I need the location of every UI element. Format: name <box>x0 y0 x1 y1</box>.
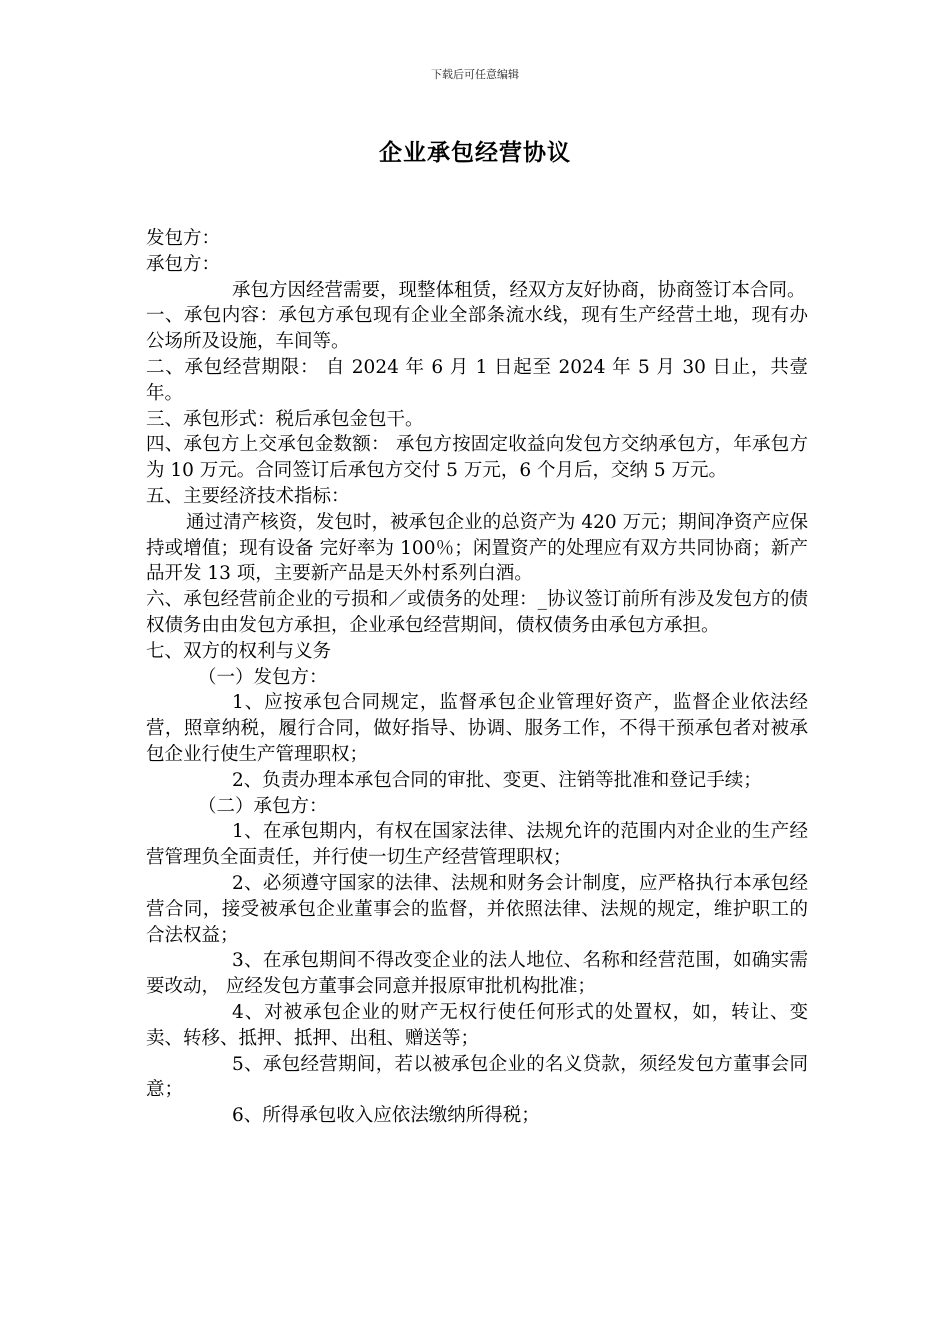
party-b-item-2: 2、必须遵守国家的法律、法规和财务会计制度，应严格执行本承包经营合同，接受被承包企业董事会的监督，并依照法律、法规的规定，维护职工的合法权益； <box>146 872 808 946</box>
section-party-b: （二）承包方： <box>198 795 328 817</box>
clause-7: 七、双方的权利与义务 <box>146 640 332 662</box>
party-b-item-6: 6、所得承包收入应依法缴纳所得税； <box>232 1105 540 1127</box>
clause-4: 四、承包方上交承包金数额： 承包方按固定收益向发包方交纳承包方，年承包方为 10 万元。合同签订后承包方交付 5 万元，6 个月后，交纳 5 万元。 <box>146 434 808 482</box>
party-b-item-4: 4、对被承包企业的财产无权行使任何形式的处置权，如，转让、变卖、转移、抵押、抵押、出租、赠送等； <box>146 1001 808 1049</box>
clause-2: 二、承包经营期限： 自 2024 年 6 月 1 日起至 2024 年 5 月 30 日止，共壹年。 <box>146 356 808 404</box>
party-b-item-1: 1、在承包期内，有权在国家法律、法规允许的范围内对企业的生产经营管理负全面责任，并行使一切生产经营管理职权； <box>146 821 808 869</box>
party-b-line: 承包方： <box>146 253 221 275</box>
header-note: 下载后可任意编辑 <box>431 68 519 81</box>
clause-1: 一、承包内容：承包方承包现有企业全部条流水线，现有生产经营土地，现有办公场所及设施，车间等。 <box>146 305 808 353</box>
clause-6: 六、承包经营前企业的亏损和／或债务的处理：_协议签订前所有涉及发包方的债权债务由由发包方承担，企业承包经营期间，债权债务由承包方承担。 <box>146 589 808 636</box>
party-a-line: 发包方： <box>146 228 221 249</box>
party-a-item-2: 2、负责办理本承包合同的审批、变更、注销等批准和登记手续； <box>232 769 762 791</box>
section-party-a: （一）发包方： <box>198 666 328 688</box>
clause-5: 五、主要经济技术指标： <box>146 485 350 507</box>
preamble-paragraph: 承包方因经营需要，现整体租赁，经双方友好协商，协商签订本合同。 <box>232 279 806 301</box>
clause-3: 三、承包形式：税后承包金包干。 <box>146 408 424 430</box>
party-b-item-5: 5、承包经营期间，若以被承包企业的名义贷款，须经发包方董事会同意； <box>146 1053 808 1101</box>
party-b-item-3: 3、在承包期间不得改变企业的法人地位、名称和经营范围，如确实需要改动， 应经发包方董事会同意并报原审批机构批准； <box>146 950 808 998</box>
document-body <box>146 226 808 1129</box>
party-a-item-1: 1、应按承包合同规定，监督承包企业管理好资产，监督企业依法经营，照章纳税，履行合同，做好指导、协调、服务工作，不得干预承包者对被承包企业行使生产管理职权； <box>146 692 808 765</box>
clause-5-body: 通过清产核资，发包时，被承包企业的总资产为 420 万元；期间净资产应保持或增值；现有设备 完好率为 100％；闲置资产的处理应有双方共同协商；新产品开发 13 项，主要新产品是天外村系列白酒。 <box>146 511 808 585</box>
document-title: 企业承包经营协议 <box>379 140 571 166</box>
